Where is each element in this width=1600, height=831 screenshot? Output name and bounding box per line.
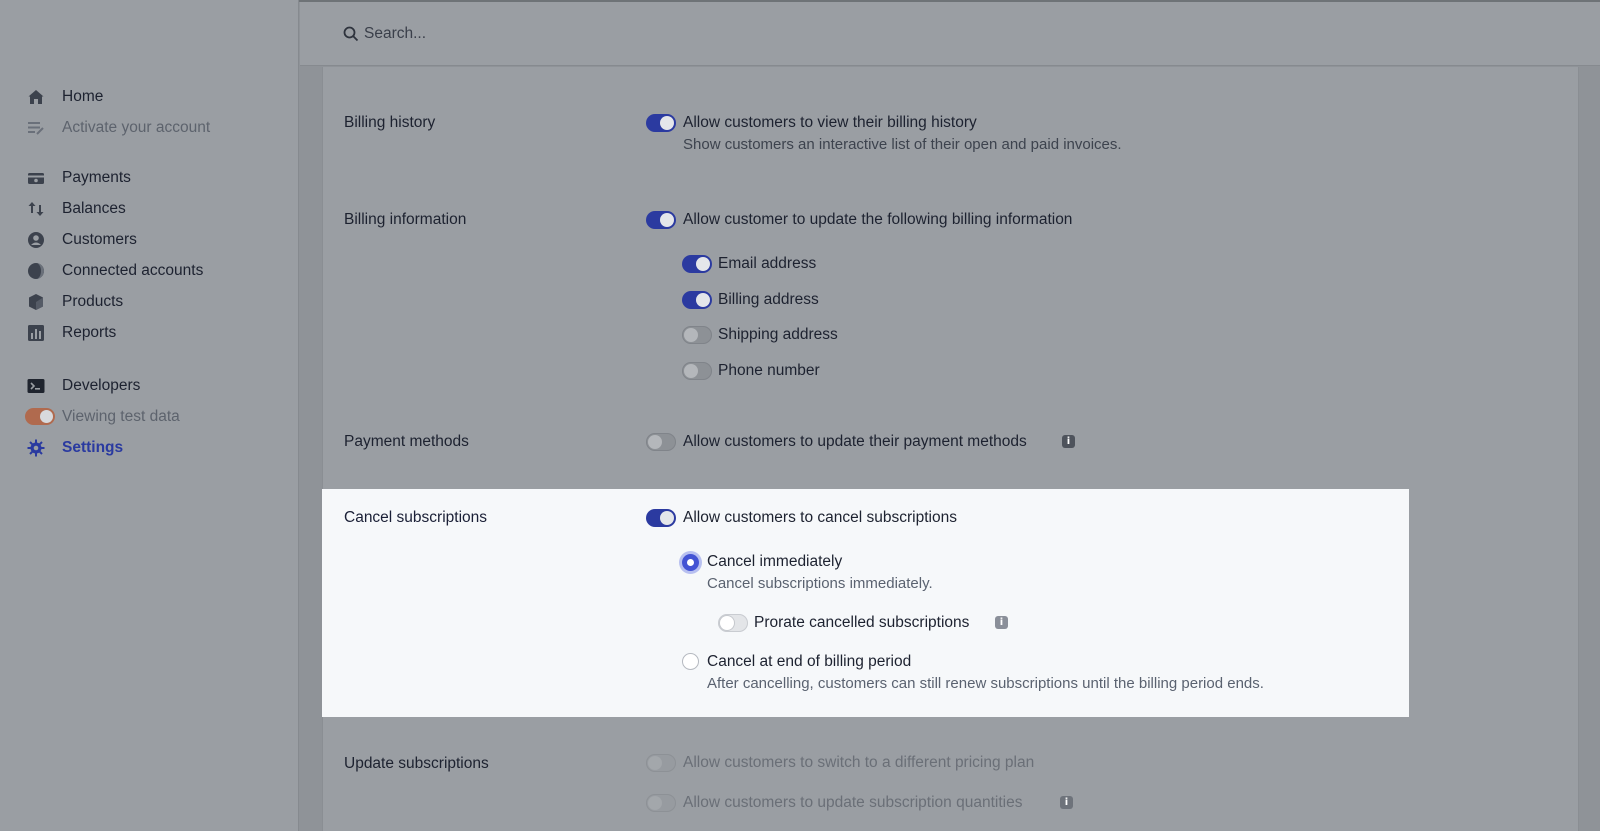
reports-icon (27, 324, 45, 342)
balances-icon (27, 200, 45, 218)
sidebar-item-customers[interactable] (0, 224, 299, 255)
prorate-toggle[interactable] (718, 614, 748, 632)
customers-icon (27, 231, 45, 249)
sidebar-item-label: Activate your account (62, 118, 211, 136)
switch-plan-toggle[interactable] (646, 754, 676, 772)
billing-history-toggle[interactable] (646, 114, 676, 132)
update-quantities-option: Allow customers to update subscription quantities (683, 794, 1023, 811)
update-subscriptions-label: Update subscriptions (344, 755, 489, 772)
search-icon (343, 26, 359, 42)
cancel-subscriptions-label: Cancel subscriptions (344, 509, 488, 526)
shipping-address-label: Shipping address (718, 326, 838, 343)
terminal-icon (27, 377, 45, 395)
phone-number-toggle[interactable] (682, 362, 712, 380)
search-input[interactable] (364, 22, 764, 46)
prorate-info-icon[interactable]: i (995, 616, 1008, 629)
payment-methods-label: Payment methods (344, 433, 469, 450)
email-address-toggle[interactable] (682, 255, 712, 273)
cancel-end-of-period-label: Cancel at end of billing period (707, 653, 912, 670)
sidebar-item-label: Reports (62, 323, 117, 341)
phone-number-label: Phone number (718, 362, 820, 379)
sidebar-item-connected-accounts[interactable] (0, 255, 299, 286)
sidebar-item-reports[interactable] (0, 317, 299, 348)
sidebar-item-home[interactable] (0, 81, 299, 112)
cancel-subscriptions-section (322, 489, 1409, 717)
sidebar-item-label: Products (62, 292, 124, 310)
sidebar-group-main (0, 81, 299, 143)
billing-history-option: Allow customers to view their billing history (683, 114, 977, 131)
billing-address-toggle[interactable] (682, 291, 712, 309)
sidebar-item-label: Developers (62, 376, 141, 394)
billing-address-label: Billing address (718, 291, 819, 308)
email-address-label: Email address (718, 255, 817, 272)
cancel-subscriptions-toggle[interactable] (646, 509, 676, 527)
sidebar-group-dev (0, 370, 299, 463)
sidebar-item-payments[interactable] (0, 162, 299, 193)
payments-icon (27, 169, 45, 187)
cancel-end-of-period-radio[interactable] (682, 653, 699, 670)
cancel-immediately-radio[interactable] (682, 554, 699, 571)
sidebar-item-products[interactable] (0, 286, 299, 317)
sidebar-group-business (0, 162, 299, 348)
prorate-label: Prorate cancelled subscriptions (754, 614, 970, 631)
billing-information-toggle[interactable] (646, 211, 676, 229)
checklist-icon (27, 119, 45, 137)
sidebar-item-label: Home (62, 87, 104, 105)
billing-history-description: Show customers an interactive list of their open and paid invoices. (683, 136, 1122, 153)
payment-methods-option: Allow customers to update their payment methods (683, 433, 1027, 450)
sidebar-item-developers[interactable] (0, 370, 299, 401)
sidebar-item-label: Settings (62, 438, 124, 456)
shipping-address-toggle[interactable] (682, 326, 712, 344)
cancel-subscriptions-option: Allow customers to cancel subscriptions (683, 509, 957, 526)
billing-information-label: Billing information (344, 211, 467, 228)
sidebar-item-label: Payments (62, 168, 131, 186)
gear-icon (27, 439, 45, 457)
sidebar-item-activate-account[interactable] (0, 112, 299, 143)
box-icon (27, 293, 45, 311)
sidebar-item-label: Balances (62, 199, 126, 217)
sidebar-item-balances[interactable] (0, 193, 299, 224)
sidebar-item-label: Connected accounts (62, 261, 204, 279)
sidebar-item-settings[interactable] (0, 432, 299, 463)
home-icon (27, 88, 45, 106)
sidebar-item-test-data[interactable] (0, 401, 299, 432)
globe-icon (27, 262, 45, 280)
payment-methods-info-icon[interactable]: i (1062, 435, 1075, 448)
test-data-toggle[interactable] (25, 408, 55, 425)
cancel-immediately-description: Cancel subscriptions immediately. (707, 575, 933, 592)
top-bar (300, 2, 1600, 66)
billing-information-option: Allow customer to update the following billing information (683, 211, 1073, 228)
update-quantities-toggle[interactable] (646, 794, 676, 812)
sidebar (0, 0, 299, 831)
cancel-end-of-period-description: After cancelling, customers can still renew subscriptions until the billing period ends. (707, 675, 1264, 692)
switch-plan-option: Allow customers to switch to a different pricing plan (683, 754, 1035, 771)
update-quantities-info-icon[interactable]: i (1060, 796, 1073, 809)
sidebar-item-label: Customers (62, 230, 137, 248)
cancel-immediately-label: Cancel immediately (707, 553, 843, 570)
billing-history-label: Billing history (344, 114, 436, 131)
sidebar-item-label: Viewing test data (62, 407, 180, 425)
payment-methods-toggle[interactable] (646, 433, 676, 451)
